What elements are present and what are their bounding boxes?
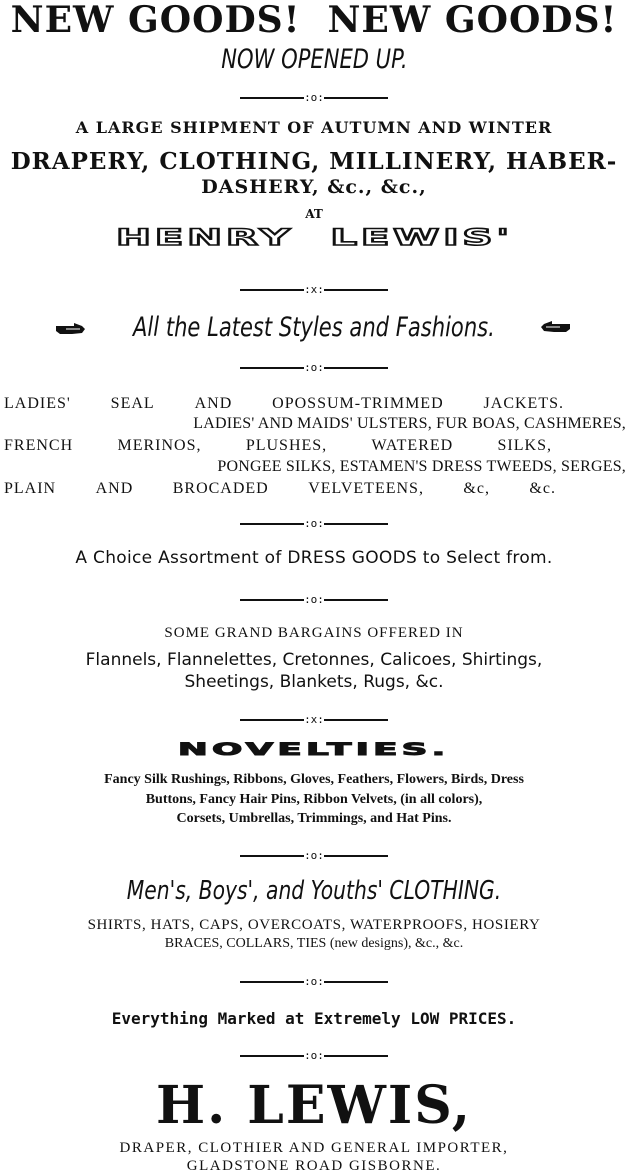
footer-line-2: GLADSTONE ROAD GISBORNE. — [186, 1158, 442, 1174]
mens-line-1: SHIRTS, HATS, CAPS, OVERCOATS, WATERPROOFS, HOSIERY — [87, 917, 541, 933]
ladies-line-5: PLAIN AND BROCADED VELVETEENS, &c, &c. — [4, 480, 556, 497]
separator: :x: — [0, 284, 628, 295]
separator: :o: — [0, 594, 628, 605]
separator: :o: — [0, 92, 628, 103]
footer-line-1: DRAPER, CLOTHIER AND GENERAL IMPORTER, — [119, 1140, 509, 1156]
subheadline: NOW OPENED UP. — [220, 44, 408, 75]
intro-line-3: DASHERY, &c., &c., — [201, 176, 427, 198]
intro-line-1: A LARGE SHIPMENT OF AUTUMN AND WINTER — [75, 118, 553, 137]
separator: :x: — [0, 714, 628, 725]
dress-goods-line: A Choice Assortment of DRESS GOODS to Select from. — [75, 548, 553, 568]
bargains-line-2: Sheetings, Blankets, Rugs, &c. — [184, 672, 444, 692]
ladies-line-3: FRENCH MERINOS, PLUSHES, WATERED SILKS, — [4, 437, 552, 454]
ladies-line-1: LADIES' SEAL AND OPOSSUM-TRIMMED JACKETS. — [4, 395, 564, 412]
novelties-heading: NOVELTIES. — [178, 740, 450, 760]
pointing-hand-icon — [538, 318, 572, 336]
mens-heading-wrap — [0, 878, 628, 904]
prices-line: Everything Marked at Extremely LOW PRICES. — [111, 1009, 517, 1028]
intro-line-2: DRAPERY, CLOTHING, MILLINERY, HABER- — [10, 148, 618, 175]
store-name: HENRY LEWIS' — [115, 226, 513, 251]
separator: :o: — [0, 850, 628, 861]
separator: :o: — [0, 518, 628, 529]
ladies-line-4: PONGEE SILKS, ESTAMEN'S DRESS TWEEDS, SERGES, — [217, 458, 626, 475]
footer-name: H. LEWIS, — [155, 1075, 473, 1136]
novelties-heading-wrap — [0, 742, 628, 759]
subheadline-wrap — [0, 46, 628, 73]
separator: :o: — [0, 1050, 628, 1061]
latest-styles-wrap — [0, 314, 628, 341]
ladies-line-2: LADIES' AND MAIDS' ULSTERS, FUR BOAS, CASHMERES, — [193, 415, 626, 432]
novelties-line-2: Buttons, Fancy Hair Pins, Ribbon Velvets, (in all colors), — [145, 792, 483, 807]
latest-styles: All the Latest Styles and Fashions. — [133, 312, 495, 343]
novelties-line-1: Fancy Silk Rushings, Ribbons, Gloves, Feathers, Flowers, Birds, Dress — [104, 772, 524, 787]
separator: :o: — [0, 976, 628, 987]
intro-line-4: AT — [305, 207, 323, 221]
bargains-heading: SOME GRAND BARGAINS OFFERED IN — [164, 625, 464, 641]
headline: NEW GOODS! NEW GOODS! — [10, 0, 618, 41]
mens-heading: Men's, Boys', and Youths' CLOTHING. — [126, 876, 502, 906]
separator: :o: — [0, 362, 628, 373]
bargains-line-1: Flannels, Flannelettes, Cretonnes, Calicoes, Shirtings, — [85, 650, 543, 670]
novelties-line-3: Corsets, Umbrellas, Trimmings, and Hat Pins. — [176, 811, 452, 826]
store-name-wrap — [0, 228, 628, 250]
mens-line-2: BRACES, COLLARS, TIES (new designs), &c., &c. — [164, 936, 464, 951]
